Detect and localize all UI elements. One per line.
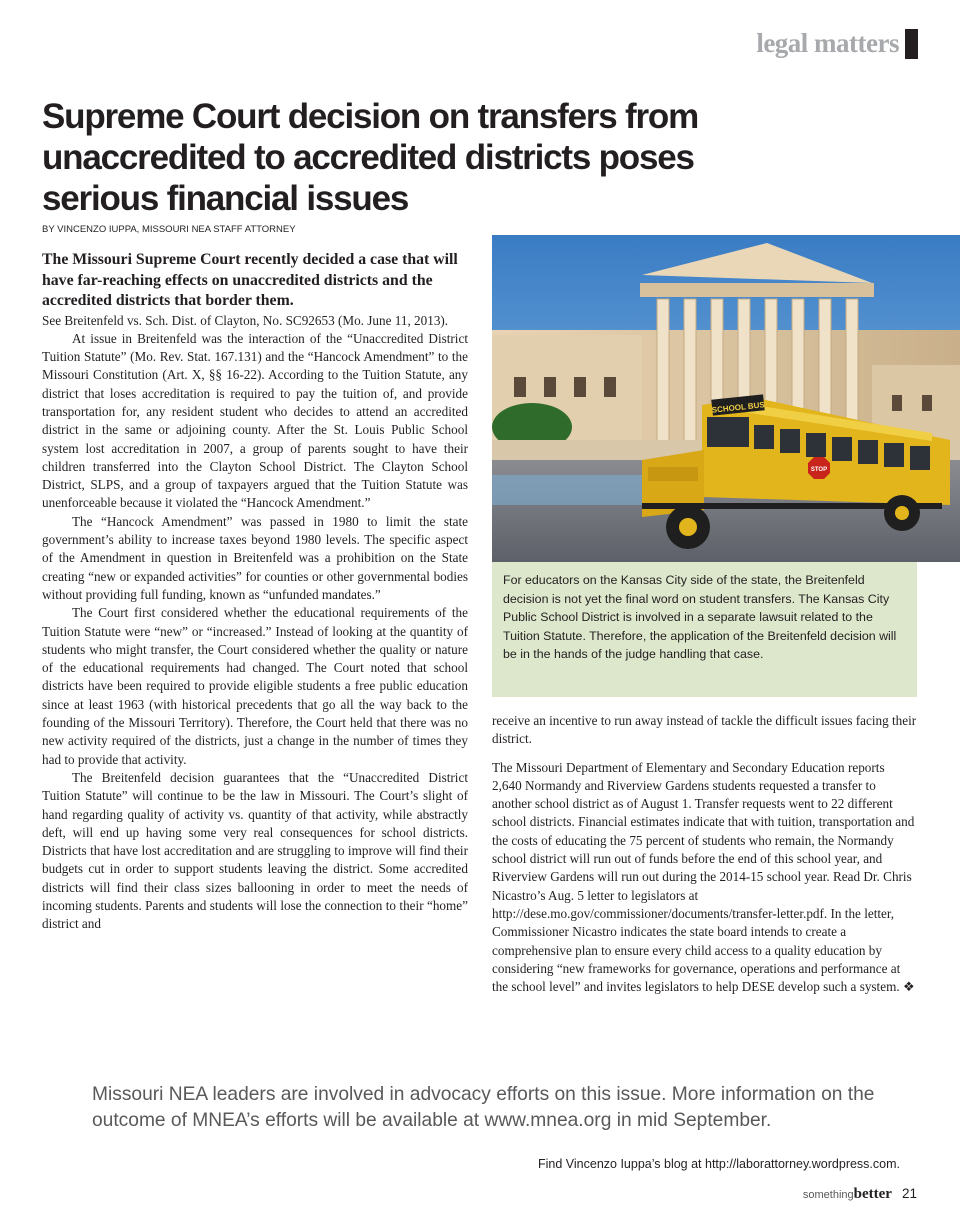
blog-note: Find Vincenzo Iuppa’s blog at http://laborattorney.wordpress.com.: [537, 1157, 900, 1171]
lead-paragraph: The Missouri Supreme Court recently decided a case that will have far-reaching effects on unaccredited districts and the accredited districts that border them.: [42, 251, 458, 309]
right-column: [492, 712, 917, 996]
photo-caption: For educators on the Kansas City side of the state, the Breitenfeld decision is not yet the final word on student transfers. The Kansas City Public School District is involved in a separate lawsuit related to the Tuition Statute. Therefore, the application of the Breitenfeld decision will be in the hands of the judge handling that case.: [492, 562, 917, 697]
advocacy-callout: Missouri NEA leaders are involved in advocacy efforts on this issue. More information on the outcome of MNEA’s efforts will be available at www.mnea.org in mid September.: [92, 1084, 875, 1131]
end-mark-icon: ❖: [902, 979, 915, 995]
courthouse-school-bus-photo: [492, 235, 960, 562]
body-paragraph-5: The Breitenfeld decision guarantees that the “Unaccredited District Tuition Statute” will continue to be the law in Missouri. The Court’s slight of hand regarding quality of activity vs. quantity of that activity, while abstractly deft, will end up having some very real consequences for school districts. Districts that have lost accreditation and are struggling to improve will find their budgets cut in order to support students leaving the district. Some accredited districts will find their class sizes ballooning in order to meet the needs of incoming students. Parents and students will lose the connection to their “home” district and: [42, 769, 468, 932]
page-footer: [803, 1186, 917, 1203]
stop-sign-text: STOP: [810, 467, 828, 473]
citation-paragraph: See Breitenfeld vs. Sch. Dist. of Clayton, No. SC92653 (Mo. June 11, 2013).: [42, 312, 449, 328]
body-paragraph-6: receive an incentive to run away instead of tackle the difficult issues facing their district.: [492, 713, 917, 747]
body-paragraph-2: At issue in Breitenfeld was the interaction of the “Unaccredited District Tuition Statute” (Mo. Rev. Stat. 167.131) and the “Hancock Amendment” to the Missouri Constitution (Art. X, §§ 16-22). According to the Tuition Statute, any district that loses accreditation is required to pay the tuition of, and provide transportation for, any resident student who decides to attend an accredited district in the same or adjoining county. After the St. Louis Public School system lost accreditation in 2007, a group of parents sought to have their children transferred into the Clayton School District. The Clayton School District, SLPS, and a group of taxpayers argued that the Tuition Statute was unenforceable because it violated the “Hancock Amendment.”: [42, 330, 468, 511]
headline: Supreme Court decision on transfers from unaccredited to accredited districts poses serious financial issues: [42, 97, 699, 218]
body-paragraph-7: [492, 759, 917, 997]
section-bar: [905, 29, 918, 59]
section-tag: [756, 28, 918, 59]
masthead-light: something: [802, 1189, 854, 1201]
body-paragraph-3: The “Hancock Amendment” was passed in 1980 to limit the state government’s ability to increase taxes beyond 1980 levels. The specific aspect of the Amendment in question in Breitenfeld was a prohibition on the State creating “new or expanded activities” for counties or other governmental bodies without providing full funding, known as “unfunded mandates.”: [42, 513, 468, 602]
left-column: [42, 250, 468, 934]
body-paragraph-7-text: The Missouri Department of Elementary and Secondary Education reports 2,640 Normandy and Riverview Gardens students requested a transfer to another school district as of August 1. Transfer requests went to 22 different school districts. Financial estimates indicate that with tuition, transportation and the costs of educating the 75 percent of students who remain, the Normandy school district will run out of funds before the end of this school year, and Riverview Gardens will run out during the 2014-15 school year. Read Dr. Chris Nicastro’s Aug. 5 letter to legislators at http://dese.mo.gov/commissioner/documents/transfer-letter.pdf. In the letter, Commissioner Nicastro indicates the state board intends to create a comprehensive plan to ensure every child access to a quality education by considering “new frameworks for governance, operations and performance at the school level” and invites legislators to help DESE develop such a system.: [492, 759, 915, 995]
body-paragraph-4: The Court first considered whether the educational requirements of the Tuition Statute were “new” or “increased.” Instead of looking at the quantity of students who might transfer, the Court considered whether the quality or nature of the educational requirements had changed. The Court noted that school districts have been required to provide eligible students a free public education since at least 1963 (with historical precedents that go all the way back to the founding of the Missouri Territory). Therefore, the Court held that there was no new activity required of the districts, just a change in the number of times they had to provide that activity.: [42, 605, 468, 767]
masthead-bold: better: [853, 1186, 892, 1202]
section-label: legal matters: [756, 28, 899, 58]
bus-sign-text: SCHOOL BUS: [711, 400, 766, 415]
byline: BY VINCENZO IUPPA, MISSOURI NEA STAFF ATTORNEY: [42, 224, 296, 235]
page-number: 21: [901, 1186, 917, 1201]
